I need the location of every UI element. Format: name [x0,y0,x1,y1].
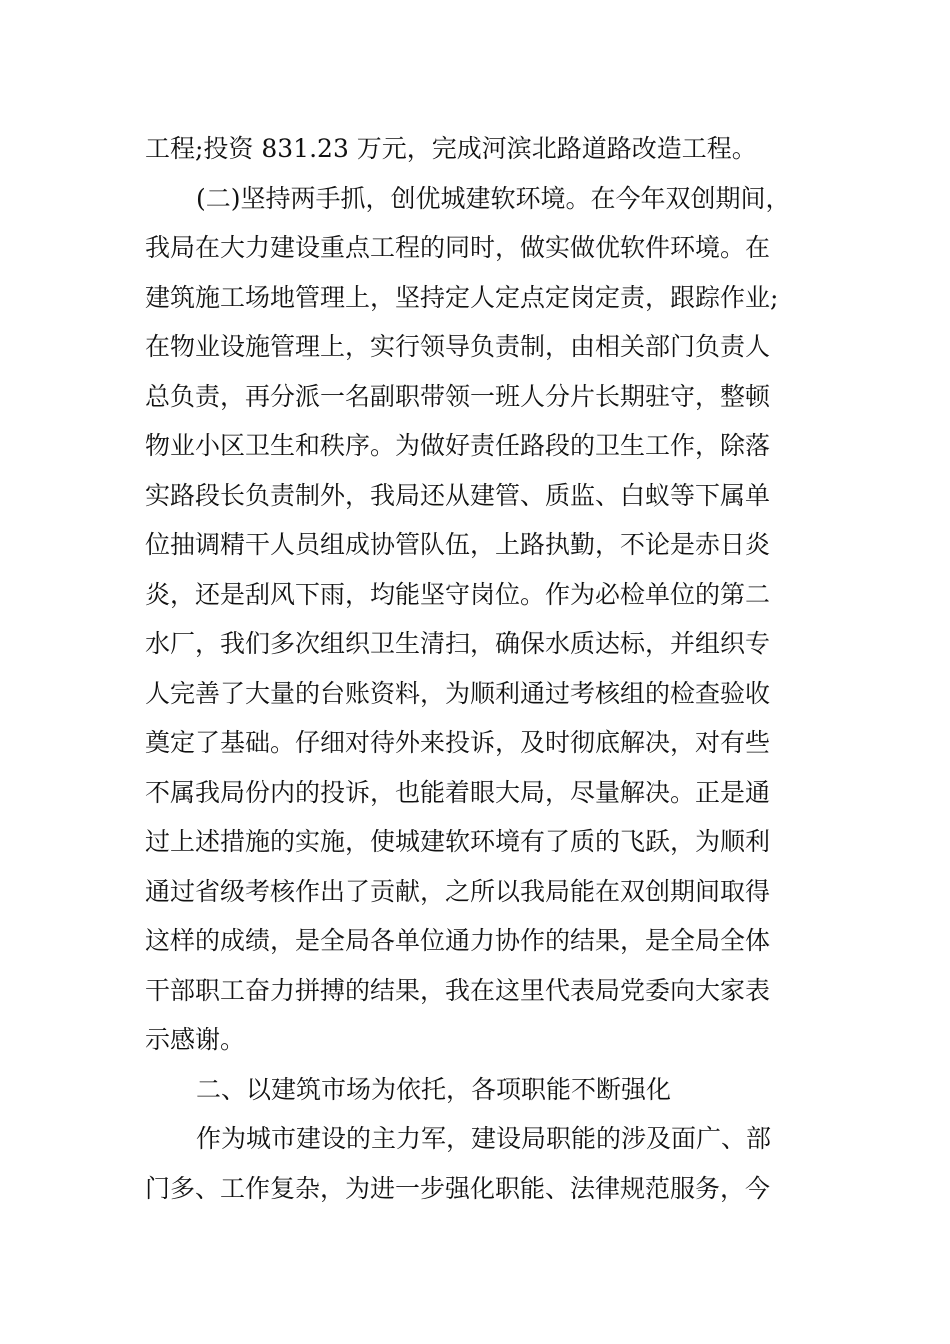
text-line-9: 位抽调精干人员组成协管队伍，上路执勤，不论是赤日炎 [145,530,771,559]
text-line-4: 建筑施工场地管理上，坚持定人定点定岗定责，跟踪作业; [145,282,779,312]
text-line-12: 人完善了大量的台账资料，为顺利通过考核组的检查验收 [145,678,771,708]
text-line-1: 工程;投资 831.23 万元，完成河滨北路道路改造工程。 [145,134,757,163]
text-line-14: 不属我局份内的投诉，也能着眼大局，尽量解决。正是通 [145,777,771,807]
text-line-15: 过上述措施的实施，使城建软环境有了质的飞跃，为顺利 [145,827,771,856]
text-line-13: 奠定了基础。仔细对待外来投诉，及时彻底解决，对有些 [145,728,771,757]
text-line-8: 实路段长负责制外，我局还从建管、质监、白蚁等下属单 [145,480,771,510]
text-line-19: 示感谢。 [145,1025,246,1054]
text-line-16: 通过省级考核作出了贡献，之所以我局能在双创期间取得 [145,876,771,906]
text-line-11: 水厂，我们多次组织卫生清扫，确保水质达标，并组织专 [145,629,771,658]
text-line-5: 在物业设施管理上，实行领导负责制，由相关部门负责人 [145,332,771,361]
text-line-3: 我局在大力建设重点工程的同时，做实做优软件环境。在 [145,233,771,262]
text-line-17: 这样的成绩，是全局各单位通力协作的结果，是全局全体 [145,926,771,955]
text-line-18: 干部职工奋力拼搏的结果，我在这里代表局党委向大家表 [145,975,771,1005]
text-line-22: 门多、工作复杂，为进一步强化职能、法律规范服务，今 [145,1173,771,1203]
document-body [145,124,815,1213]
text-line-7: 物业小区卫生和秩序。为做好责任路段的卫生工作，除落 [145,431,771,460]
text-line-6: 总负责，再分派一名副职带领一班人分片长期驻守，整顿 [145,381,771,411]
text-line-21: 作为城市建设的主力军，建设局职能的涉及面广、部 [196,1124,772,1153]
section-heading: 二、以建筑市场为依托，各项职能不断强化 [196,1074,672,1104]
text-line-10: 炎，还是刮风下雨，均能坚守岗位。作为必检单位的第二 [145,579,771,609]
text-line-2: (二)坚持两手抓，创优城建软环境。在今年双创期间， [196,183,791,213]
